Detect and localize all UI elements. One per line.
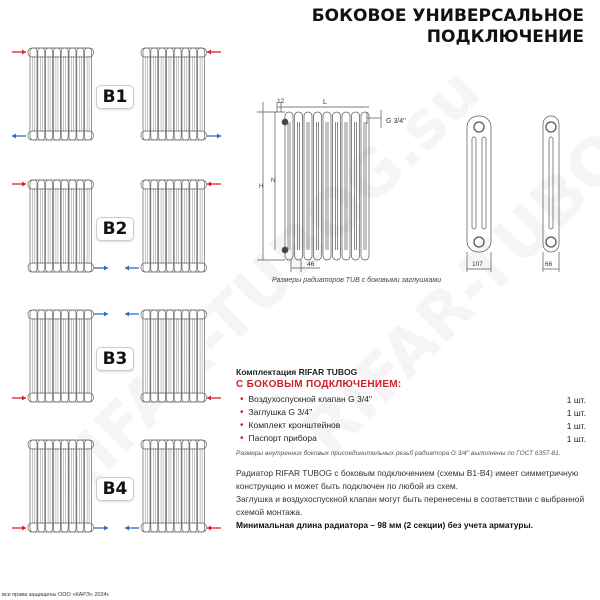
radiator-icon xyxy=(28,440,93,532)
kit-section xyxy=(236,367,586,457)
kit-item-name: Заглушка G 3/4'' xyxy=(248,407,313,417)
return-arrow-icon xyxy=(94,266,108,271)
dim-thread: G 3/4'' xyxy=(386,118,406,125)
radiator-icon xyxy=(141,48,206,140)
radiator-icon xyxy=(28,48,93,140)
supply-arrow-icon xyxy=(12,50,26,55)
radiator-side-view-66 xyxy=(543,116,559,272)
bullet-icon: • xyxy=(240,407,244,418)
kit-note: Размеры внутренних боковых присоединительных резьб радиатора G 3/4'' выполнены по ГОСТ 6357-81. xyxy=(236,450,561,457)
drawing-caption: Размеры радиаторов TUB с боковыми заглушками xyxy=(272,277,442,284)
kit-item-qty: 1 шт. xyxy=(566,394,586,405)
radiator-icon xyxy=(28,310,93,402)
return-arrow-icon xyxy=(125,526,139,531)
description xyxy=(236,467,588,532)
scheme-label: B1 xyxy=(96,85,134,109)
supply-arrow-icon xyxy=(12,526,26,531)
supply-arrow-icon xyxy=(207,50,221,55)
radiator-icon xyxy=(141,180,206,272)
scheme-b1 xyxy=(0,38,230,158)
supply-arrow-icon xyxy=(207,396,221,401)
scheme-label: B4 xyxy=(96,477,134,501)
return-arrow-icon xyxy=(94,312,108,317)
kit-heading: Комплектация RIFAR TUBOG xyxy=(236,367,358,377)
kit-item-name: Воздухоспускной клапан G 3/4'' xyxy=(248,394,373,404)
radiator-front-view xyxy=(257,102,381,272)
scheme-b2 xyxy=(0,170,230,290)
copyright-footer: все права защищены ООО «КАРЭ» 2024г. xyxy=(2,592,110,598)
scheme-label: B2 xyxy=(96,217,134,241)
radiator-icon xyxy=(28,180,93,272)
title-line-1: БОКОВОЕ УНИВЕРСАЛЬНОЕ xyxy=(311,6,584,26)
description-p1: Радиатор RIFAR TUBOG с боковым подключением (схемы B1-B4) имеет симметричную конструкцию и может быть подключен по любой из схем. xyxy=(236,468,579,491)
dim-N: N xyxy=(271,178,276,184)
kit-item xyxy=(236,406,586,419)
scheme-label: B3 xyxy=(96,347,134,371)
dim-L: L xyxy=(323,99,327,106)
kit-item-name: Комплект кронштейнов xyxy=(248,420,341,430)
return-arrow-icon xyxy=(207,134,221,139)
supply-arrow-icon xyxy=(207,526,221,531)
return-arrow-icon xyxy=(12,134,26,139)
return-arrow-icon xyxy=(125,266,139,271)
return-arrow-icon xyxy=(125,312,139,317)
supply-arrow-icon xyxy=(12,396,26,401)
supply-arrow-icon xyxy=(207,182,221,187)
dim-H: H xyxy=(259,184,264,190)
dim-46: 46 xyxy=(307,261,315,268)
radiator-icon xyxy=(141,440,206,532)
kit-item-qty: 1 шт. xyxy=(566,407,586,418)
kit-item xyxy=(236,393,586,406)
description-p2: Заглушка и воздухоспускной клапан могут быть перенесены в соответствии с выбранной схемой монтажа. xyxy=(236,494,585,517)
scheme-b4 xyxy=(0,430,230,550)
radiator-side-view-107 xyxy=(467,116,491,272)
scheme-b3 xyxy=(0,300,230,420)
kit-item-qty: 1 шт. xyxy=(566,433,586,444)
return-arrow-icon xyxy=(94,526,108,531)
kit-item-qty: 1 шт. xyxy=(566,420,586,431)
title-line-2: ПОДКЛЮЧЕНИЕ xyxy=(426,27,584,47)
description-p3: Минимальная длина радиатора – 98 мм (2 секции) без учета арматуры. xyxy=(236,520,533,530)
dim-66: 66 xyxy=(545,261,553,268)
dim-107: 107 xyxy=(472,261,483,268)
kit-item xyxy=(236,419,586,432)
dimension-drawing xyxy=(255,92,600,282)
bullet-icon: • xyxy=(240,394,244,405)
bullet-icon: • xyxy=(240,433,244,444)
kit-item-name: Паспорт прибора xyxy=(248,433,317,443)
bullet-icon: • xyxy=(240,420,244,431)
supply-arrow-icon xyxy=(12,182,26,187)
kit-item xyxy=(236,432,586,445)
dim-12: 12 xyxy=(277,98,285,105)
page-title xyxy=(312,6,584,48)
radiator-icon xyxy=(141,310,206,402)
kit-subheading: С БОКОВЫМ ПОДКЛЮЧЕНИЕМ: xyxy=(236,379,402,390)
